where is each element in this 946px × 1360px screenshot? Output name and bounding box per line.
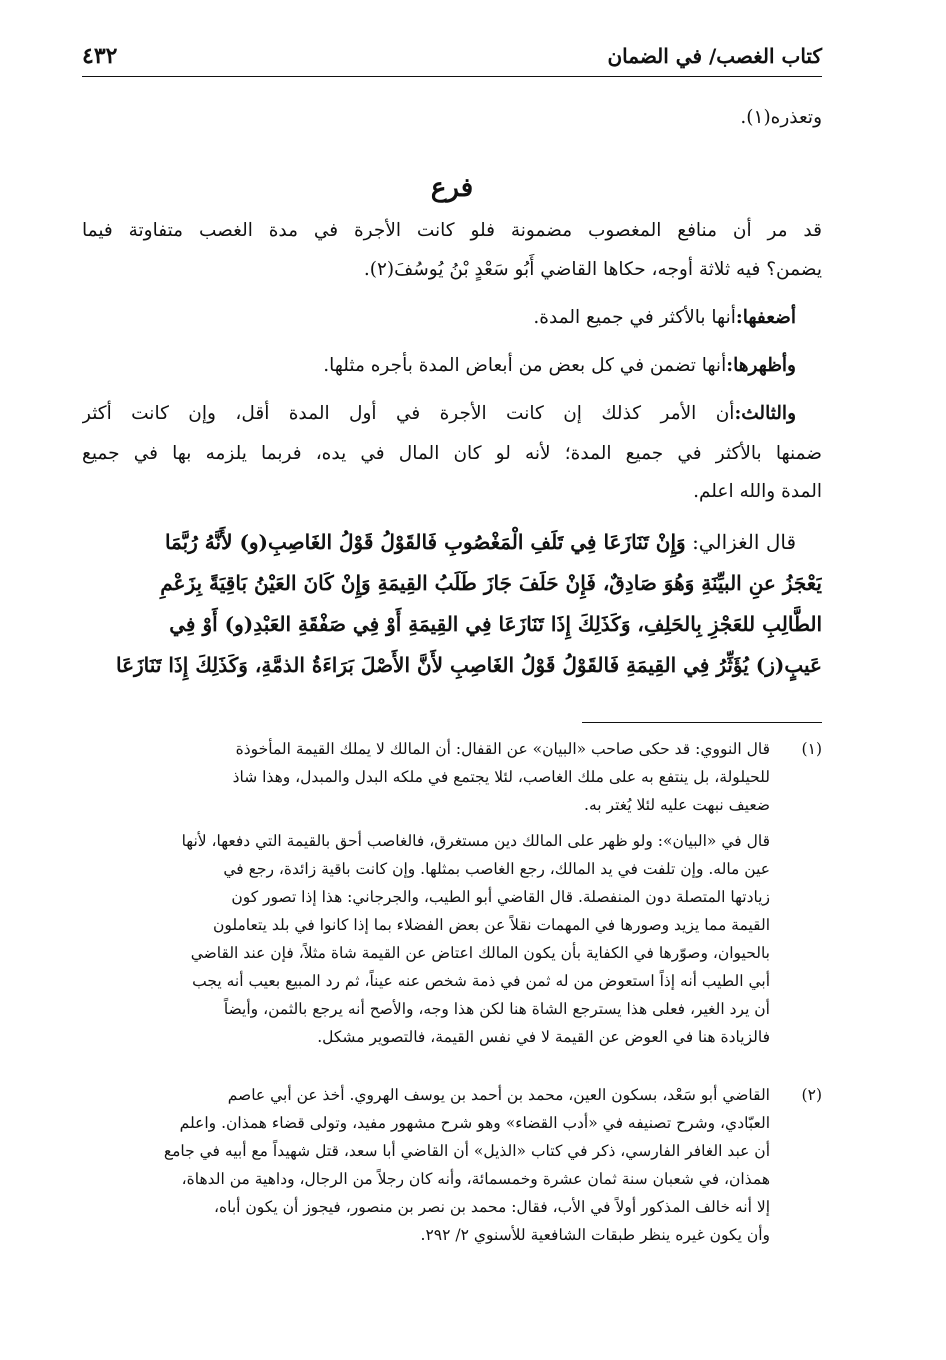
quote-line: يَعْجَزُ عنِ البيِّنَةِ وَهُوَ صَادِقٌ، فَإِنْ حَلَفَ جَازَ طَلَبُ القِيمَةِ وَإِنْ كَانَ العَيْنُ بَاقِيَةً بِزَعْمِ bbox=[160, 571, 822, 595]
footnote-line: أبي الطيب أنه إذاً استعوض من له ثمن في ذمة شخص عنه عيناً، ثم رد المبيع بعيب أنه يجب bbox=[192, 972, 770, 990]
opinion-weakest bbox=[82, 300, 822, 336]
quote-text: وَإِنْ تَنَازَعَا فِي تَلَفِ الْمَغْصُوبِ فَالقَوْلُ قَوْلُ الغَاصِبِ(و) لأَنَّهُ رُبَّمَا bbox=[164, 530, 686, 554]
footnote-line: العبّادي، وشرح تصنيفه في «أدب القضاء» وهو شرح مشهور مفيد، وتولى قضاء همذان. واعلم bbox=[179, 1114, 770, 1132]
footnote-number: (٢) bbox=[801, 1086, 822, 1104]
footnote-line: بالحيوان، وصوّرها في الكفاية بأن يكون المالك اعتاض عن القيمة شاة مثلاً، فإن عند القاضي bbox=[190, 944, 770, 962]
quote-line: عَيبٍ(ز) يُؤَثِّرُ فِي القِيمَةِ فَالقَوْلُ قَوْلُ الغَاصِبِ لأَنَّ الأَصْلَ بَرَاءَةُ الذمَّةِ، وَكَذَلِكَ إِذَا تَنَازَعَا bbox=[116, 653, 822, 677]
footnote-line: إلا أنه خالف المذكور أولاً في الأب، فقال: محمد بن نصر بن منصور، فيجوز أن يكون أباه، bbox=[214, 1198, 770, 1216]
footnote-number: (١) bbox=[801, 740, 822, 758]
footnote-line: أن عبد الغافر الفارسي، ذكر في كتاب «الذيل» أن القاضي أبا سعد، قتل شهيداً مع أبيه في جامع bbox=[163, 1142, 770, 1160]
footnote-line: همذان، في شعبان سنة ثمان عشرة وخمسمائة، وأنه كان رجلاً من الرجال، وداهية من الدهاة، bbox=[181, 1170, 770, 1188]
footnote-line: قال في «البيان»: ولو ظهر على المالك دين مستغرق، فالغاصب أحق بالقيمة التي دفعها، لأنها bbox=[181, 832, 770, 850]
quote-line: الطَّالِبِ للعَجْزِ بِالحَلِفِ، وَكَذَلِكَ إِذَا تَنَازَعَا فِي القِيمَةِ أَوْ فِي صَفْقَةِ العَبْدِ(و) أَوْ فِي bbox=[169, 612, 822, 636]
footnote-line: أن يرد الغير، فعلى هذا يسترجع الشاة هنا لكن هذا وجه، والأصح أنه يرجع بالثمن، وأيضاً bbox=[223, 1000, 770, 1018]
paragraph-line: المدة والله اعلم. bbox=[693, 481, 822, 502]
opinion-label: والثالث: bbox=[734, 403, 796, 424]
opinion-text: أنها تضمن في كل بعض من أبعاض المدة بأجره مثلها. bbox=[323, 355, 727, 376]
section-heading: فرع bbox=[430, 173, 474, 203]
quote-line bbox=[82, 522, 822, 562]
page-number: ٤٣٢ bbox=[82, 43, 118, 69]
opinion-text: أن الأمر كذلك إن كانت الأجرة في أول المدة أقل، وإن كانت أكثر bbox=[82, 403, 735, 424]
footnote-line: عين ماله. وإن تلفت في يد المالك، رجع الغاصب بمثلها. وإن كانت باقية زائدة، رجع في bbox=[223, 860, 770, 878]
footnote-separator bbox=[582, 722, 822, 723]
running-header bbox=[82, 36, 822, 77]
opinion-label: أضعفها: bbox=[735, 307, 796, 328]
chapter-title: كتاب الغصب/ في الضمان bbox=[607, 44, 822, 68]
paragraph-line: قد مر أن منافع المغصوب مضمونة فلو كانت الأجرة في مدة الغصب متفاوتة فيما bbox=[82, 220, 822, 241]
footnote-line: للحيلولة، بل ينتفع به على ملك الغاصب، لئلا يجتمع في ملكه البدل والمبدل، وهذا شاذ bbox=[232, 768, 770, 786]
quote-prefix: قال الغزالي: bbox=[692, 530, 796, 554]
paragraph-line: ضمنها بالأكثر في جميع المدة؛ لأنه لو كان المال في يده، فربما يلزمه بها في جميع bbox=[82, 443, 822, 464]
footnote-line: قال النووي: قد حكى صاحب «البيان» عن القفال: أن المالك لا يملك القيمة المأخوذة bbox=[235, 740, 770, 758]
paragraph-line: يضمن؟ فيه ثلاثة أوجه، حكاها القاضي أَبُو سَعْدٍ بْنُ يُوسُفَ(٢). bbox=[363, 259, 822, 280]
footnote-line: ضعيف نبهت عليه لئلا يُغتر به. bbox=[584, 796, 770, 814]
opinion-label: وأظهرها: bbox=[726, 355, 796, 376]
footnote-line: فالزيادة هنا في العوض عن القيمة لا في نفس القيمة، فالتصوير مشكل. bbox=[317, 1028, 770, 1046]
footnote-line: القاضي أبو سَعْد، بسكون العين، محمد بن أحمد بن يوسف الهروي. أخذ عن أبي عاصم bbox=[227, 1086, 770, 1104]
opinion-clearest bbox=[82, 348, 822, 384]
opinion-text: أنها بالأكثر في جميع المدة. bbox=[533, 307, 736, 328]
footnote-line: القيمة مما يزيد وصورها في المهمات نقلاً عن بعض الفضلاء بما إذا كانوا في بلد يتعاملون bbox=[212, 916, 770, 934]
footnote-line: وأن يكون غيره ينظر طبقات الشافعية للأسنوي ٢/ ٢٩٢. bbox=[420, 1226, 770, 1244]
intro-line: وتعذره(١). bbox=[740, 107, 822, 128]
footnote-line: زيادتها المتصلة دون المنفصلة. قال القاضي أبو الطيب، والجرجاني: هذا إذا تصور كون bbox=[231, 888, 770, 906]
opinion-third bbox=[82, 396, 822, 432]
